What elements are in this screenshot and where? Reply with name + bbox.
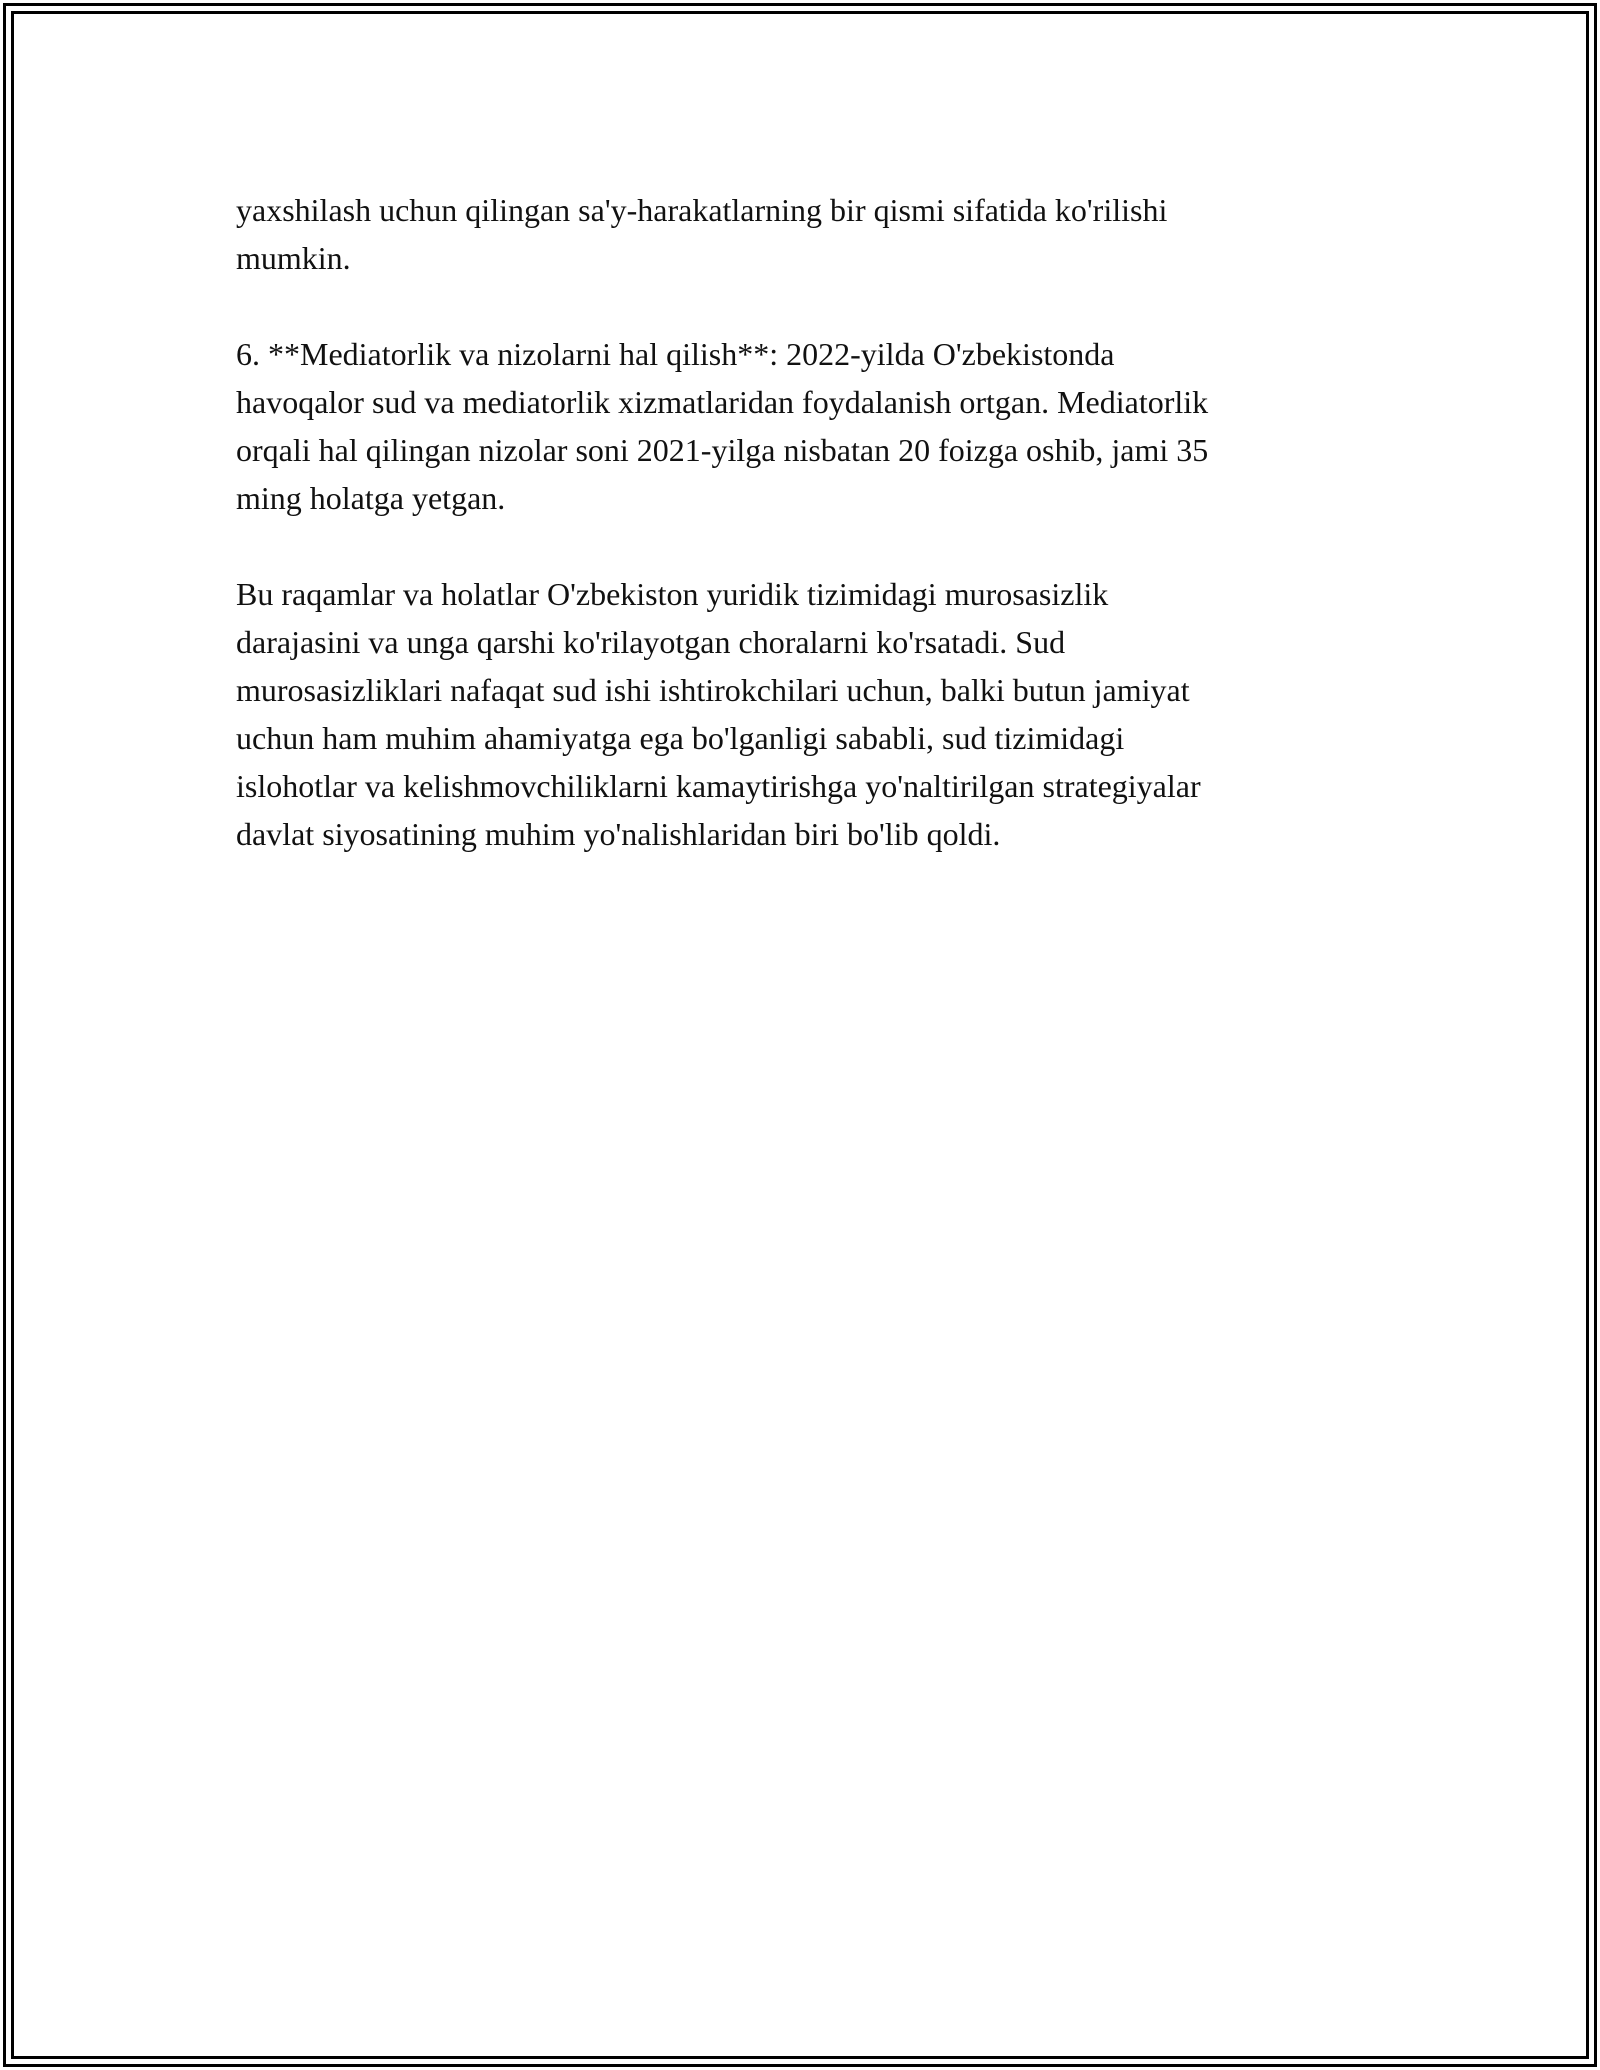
paragraph-conclusion [236,570,1376,858]
document-body [236,186,1376,906]
text-line: yaxshilash uchun qilingan sa'y-harakatlarning bir qismi sifatida ko'rilishi [236,192,1168,228]
paragraph-continuation [236,186,1376,282]
text-line: havoqalor sud va mediatorlik xizmatlaridan foydalanish ortgan. Mediatorlik [236,384,1209,420]
text-line: islohotlar va kelishmovchiliklarni kamaytirishga yo'naltirilgan strategiyalar [236,768,1201,804]
text-line: orqali hal qilingan nizolar soni 2021-yilga nisbatan 20 foizga oshib, jami 35 [236,432,1209,468]
paragraph-mediation [236,330,1376,522]
text-line: darajasini va unga qarshi ko'rilayotgan choralarni ko'rsatadi. Sud [236,624,1066,660]
text-line: uchun ham muhim ahamiyatga ega bo'lganligi sababli, sud tizimidagi [236,720,1125,756]
text-line: davlat siyosatining muhim yo'nalishlaridan biri bo'lib qoldi. [236,816,1001,852]
text-line: murosasizliklari nafaqat sud ishi ishtirokchilari uchun, balki butun jamiyat [236,672,1190,708]
text-line: 6. **Mediatorlik va nizolarni hal qilish**: 2022-yilda O'zbekistonda [236,336,1115,372]
text-line: mumkin. [236,240,351,276]
text-line: Bu raqamlar va holatlar O'zbekiston yuridik tizimidagi murosasizlik [236,576,1109,612]
text-line: ming holatga yetgan. [236,480,506,516]
